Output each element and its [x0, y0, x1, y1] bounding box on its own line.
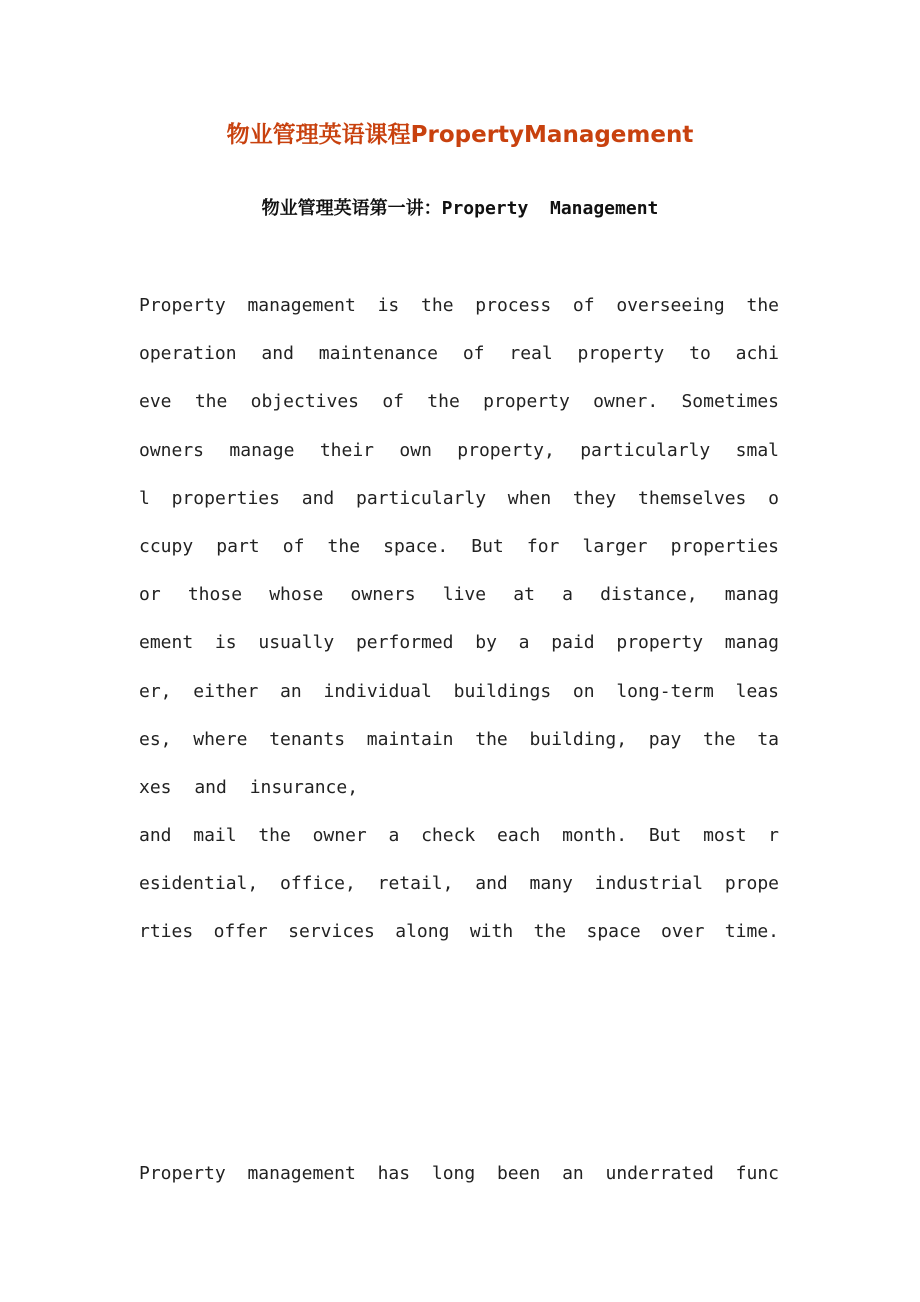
paragraph-line: l properties and particularly when they themselves o [139, 487, 779, 509]
paragraph-line: ement is usually performed by a paid property manag [139, 632, 779, 654]
paragraph-line: er, either an individual buildings on long-term leas [139, 680, 779, 702]
paragraph-line: Property management is the process of overseeing the [139, 295, 779, 316]
paragraph-line: es, where tenants maintain the building, pay the ta [139, 728, 779, 750]
paragraph-1 [139, 292, 779, 967]
paragraph-line: xes and insurance, [139, 776, 359, 798]
paragraph-line: eve the objectives of the property owner. Sometimes [139, 391, 779, 413]
paragraph-line: or those whose owners live at a distance, manag [139, 584, 779, 606]
paragraph-line: owners manage their own property, particularly smal [139, 439, 779, 461]
document-title: 物业管理英语课程PropertyManagement [226, 122, 694, 148]
paragraph-line: Property management has long been an underrated func [139, 1163, 779, 1184]
lecture-subtitle: 物业管理英语第一讲：Property Management [261, 198, 659, 219]
paragraph-line: rties offer services along with the space over time. [139, 921, 779, 943]
paragraph-line: ccupy part of the space. But for larger properties [139, 535, 779, 557]
paragraph-line: operation and maintenance of real property to achi [139, 343, 779, 365]
paragraph-line: esidential, office, retail, and many industrial prope [139, 873, 779, 895]
paragraph-line: and mail the owner a check each month. But most r [139, 825, 779, 847]
paragraph-2 [139, 1160, 779, 1208]
